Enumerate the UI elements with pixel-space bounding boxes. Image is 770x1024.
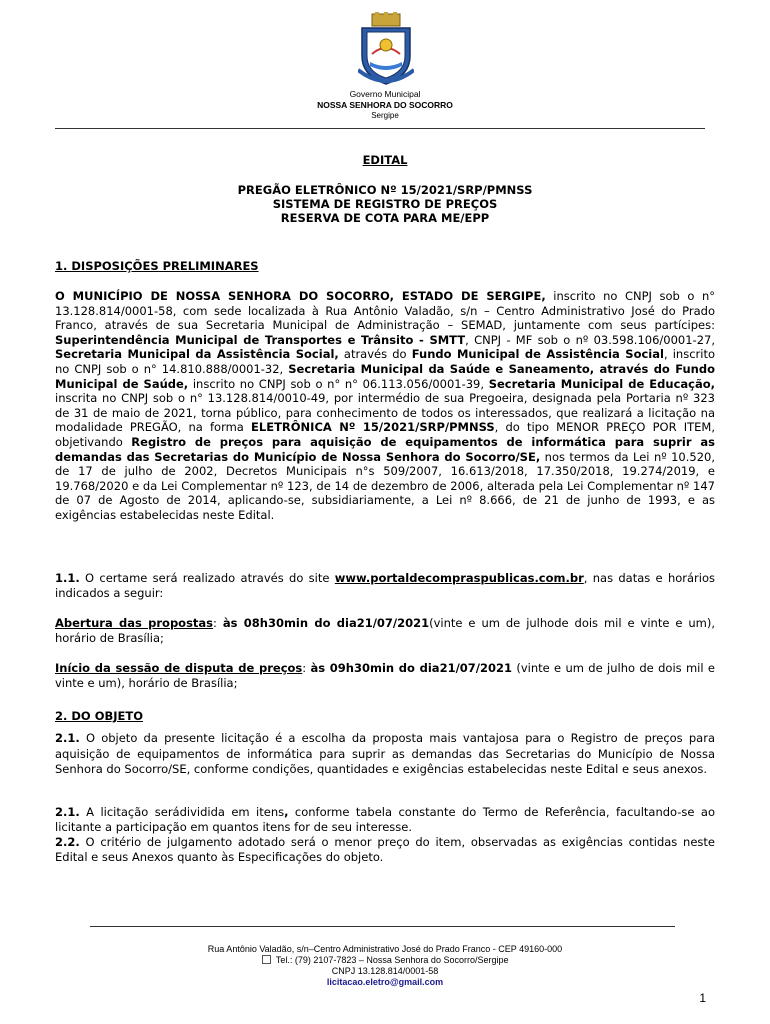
item-number: 2.1. [55, 805, 80, 819]
item-number: 2.1. [55, 731, 80, 745]
phone-text: Tel.: (79) 2107-7823 – Nossa Senhora do Socorro/Sergipe [273, 955, 509, 965]
text: : [302, 661, 311, 675]
text: inscrito no CNPJ sob o n° 13.128.814/0001-58, com sede localizada à Rua Antônio Valadão, s/n – Centro Administrativo José do Prado Franco, através de sua Secretaria Municipal de Administração – SEMAD, juntamente com seus partícipes: [55, 289, 715, 333]
header-divider [55, 128, 705, 129]
text: (vinte e um de julhode dois mil e vinte e um), horário de Brasília; [55, 616, 716, 645]
text-bold: O MUNICÍPIO DE NOSSA SENHORA DO SOCORRO, ESTADO DE SERGIPE, [55, 289, 546, 303]
text: O certame será realizado através do site [79, 571, 335, 585]
text-bold: Registro de preços para aquisição de equipamentos de informática para suprir as demandas das Secretarias do Município de Nossa Senhora do Socorro/SE, [55, 434, 715, 464]
registry-title: SISTEMA DE REGISTRO DE PREÇOS [272, 197, 498, 211]
section-2-heading: 2. DO OBJETO [55, 709, 143, 723]
session-start-date [55, 661, 715, 690]
page-number: 1 [699, 991, 706, 1005]
text: O critério de julgamento adotado será o menor preço do item, observadas as exigências contidas neste Edital e seus Anexos quanto às Especificações do objeto. [55, 835, 715, 864]
footer-email-link[interactable]: licitacao.eletro@gmail.com [326, 977, 444, 987]
text: : [213, 616, 223, 630]
state-name: Sergipe [371, 111, 399, 120]
text: , inscrito no CNPJ sob o n° 14.810.888/0001-32, [55, 347, 716, 376]
portal-link[interactable]: www.portaldecompraspublicas.com.br [334, 571, 584, 585]
item-2-1-items [55, 805, 715, 834]
preliminary-paragraph [55, 289, 715, 523]
footer-cnpj: CNPJ 13.128.814/0001-58 [331, 966, 439, 976]
edital-title: EDITAL [362, 153, 408, 167]
session-label: Início da sessão de disputa de preços [55, 661, 303, 675]
opening-label: Abertura das propostas [55, 616, 214, 630]
item-2-2-criteria [55, 835, 715, 864]
text-bold: Fundo Municipal de Assistência Social [411, 347, 664, 362]
item-2-1-object [55, 731, 715, 778]
text: , do tipo MENOR PREÇO POR ITEM, objetivando [55, 420, 716, 449]
text: nos termos da Lei nº 10.520, de 17 de julho de 2002, Decretos Municipais n°s 509/2007, 16.613/2018, 17.350/2018, 19.274/2019, e 19.768/2020 e da Lei Complementar nº 123, de 14 de dezembro de 2006, alterada pela Lei Complementar nº 147 de 07 de Agosto de 2014, aplicando-se, subsidiariamente, a Lei nº 8.666, de 21 de junho de 1993, e as exigências estabelecidas neste Edital. [55, 449, 715, 522]
text-bold: Secretaria Municipal de Educação, [488, 376, 715, 391]
municipality-name: NOSSA SENHORA DO SOCORRO [317, 100, 453, 110]
footer-address: Rua Antônio Valadão, s/n–Centro Administrativo José do Prado Franco - CEP 49160-000 [207, 944, 563, 954]
text: A licitação serádividida em itens [79, 805, 285, 819]
reserve-title: RESERVA DE COTA PARA ME/EPP [280, 211, 490, 225]
text: conforme tabela constante do Termo de Referência, facultando-se ao licitante a participação em quantos itens for de seu interesse. [55, 805, 715, 834]
text-bold: , [284, 805, 289, 819]
text: (vinte e um de julho de dois mil e vinte e um), horário de Brasília; [55, 661, 715, 690]
session-time: às 09h30min do dia21/07/2021 [310, 661, 512, 675]
text: inscrito no CNPJ sob o n° n° 06.113.056/0001-39, [188, 376, 489, 391]
footer-divider [90, 926, 675, 927]
phone-icon [262, 955, 271, 964]
footer-phone [0, 955, 770, 965]
item-1-1 [55, 571, 715, 600]
government-label: Governo Municipal [349, 89, 421, 99]
text: , nas datas e horários indicados a seguir: [55, 571, 715, 600]
section-1-heading: 1. DISPOSIÇÕES PRELIMINARES [55, 259, 259, 273]
text-bold: Superintendência Municipal de Transportes e Trânsito - SMTT [55, 332, 466, 347]
text-bold: ELETRÔNICA Nº 15/2021/SRP/PMNSS [251, 420, 495, 435]
municipal-crest-logo [358, 12, 414, 90]
text: , CNPJ - MF sob o nº 03.598.106/0001-27, [465, 332, 715, 347]
text: inscrita no CNPJ sob o n° 13.128.814/0010-49, por intermédio de sua Pregoeira, designada pela Portaria nº 323 de 31 de maio de 2021, torna público, para conhecimento de todos os interessados, que realizará a licitação na modalidade PREGÃO, na forma [55, 391, 715, 435]
opening-time: às 08h30min do dia21/07/2021 [222, 616, 430, 630]
text-bold: Secretaria Municipal da Saúde e Saneamento, através do Fundo Municipal de Saúde, [55, 361, 715, 391]
text-bold: Secretaria Municipal da Assistência Social, [55, 347, 339, 362]
text: através do [338, 347, 412, 362]
item-number: 1.1. [55, 571, 80, 585]
text: O objeto da presente licitação é a escolha da proposta mais vantajosa para o Registro de preços para aquisição de equipamentos de informática para suprir as demandas das Secretarias do Município de Nossa Senhora do Socorro/SE, conforme condições, quantidades e exigências estabelecidas neste Edital e seus anexos. [55, 731, 715, 776]
pregao-title: PREGÃO ELETRÔNICO Nº 15/2021/SRP/PMNSS [237, 183, 533, 197]
item-number: 2.2. [55, 835, 80, 849]
opening-date [55, 616, 715, 645]
